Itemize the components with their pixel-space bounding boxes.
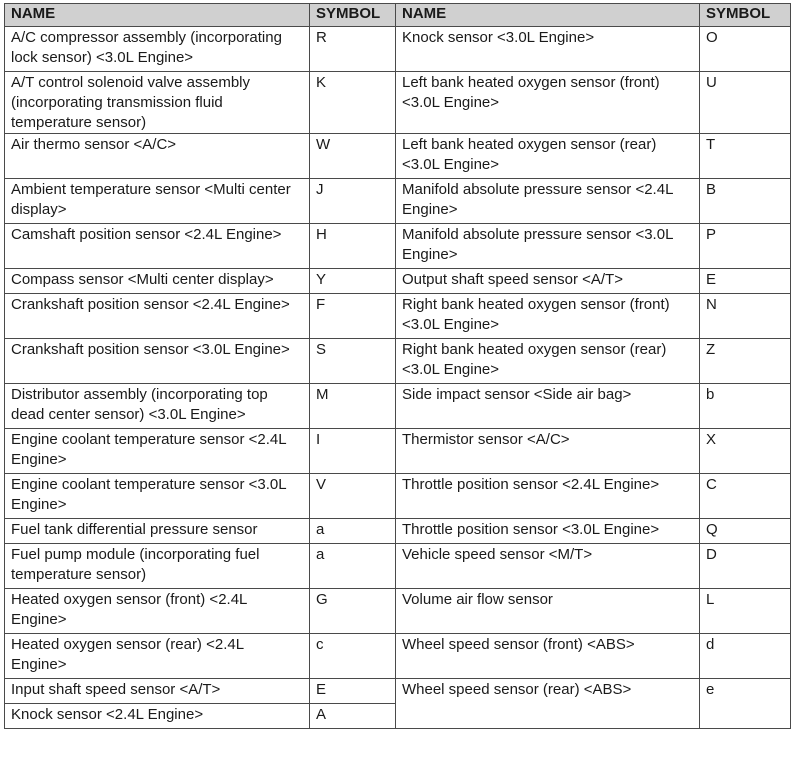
table-row bbox=[5, 339, 791, 384]
sensor-name-cell: Engine coolant temperature sensor <3.0L Engine> bbox=[5, 474, 310, 519]
sensor-symbol-cell: E bbox=[310, 679, 396, 704]
sensor-name-cell: Fuel tank differential pressure sensor bbox=[5, 519, 310, 544]
table-row bbox=[5, 474, 791, 519]
sensor-symbol-cell: b bbox=[700, 384, 791, 429]
sensor-symbol-cell: S bbox=[310, 339, 396, 384]
table-row bbox=[5, 224, 791, 269]
sensor-symbol-cell: A bbox=[310, 704, 396, 729]
sensor-symbol-cell: L bbox=[700, 589, 791, 634]
sensor-symbol-cell: d bbox=[700, 634, 791, 679]
sensor-symbol-cell: N bbox=[700, 294, 791, 339]
symbol-header-right: SYMBOL bbox=[700, 4, 791, 27]
table-row bbox=[5, 269, 791, 294]
sensor-name-cell: Distributor assembly (incorporating top dead center sensor) <3.0L Engine> bbox=[5, 384, 310, 429]
name-header-left: NAME bbox=[5, 4, 310, 27]
sensor-name-cell: Output shaft speed sensor <A/T> bbox=[396, 269, 700, 294]
sensor-symbol-cell: F bbox=[310, 294, 396, 339]
sensor-name-cell: Right bank heated oxygen sensor (front) <3.0L Engine> bbox=[396, 294, 700, 339]
sensor-symbol-cell: R bbox=[310, 27, 396, 72]
sensor-name-cell: Left bank heated oxygen sensor (rear) <3.0L Engine> bbox=[396, 134, 700, 179]
sensor-name-cell: Manifold absolute pressure sensor <3.0L Engine> bbox=[396, 224, 700, 269]
sensor-name-cell: Crankshaft position sensor <3.0L Engine> bbox=[5, 339, 310, 384]
sensor-name-cell: Crankshaft position sensor <2.4L Engine> bbox=[5, 294, 310, 339]
sensor-name-cell: Vehicle speed sensor <M/T> bbox=[396, 544, 700, 589]
sensor-name-cell: Throttle position sensor <3.0L Engine> bbox=[396, 519, 700, 544]
table-row bbox=[5, 72, 791, 134]
table-row bbox=[5, 429, 791, 474]
sensor-symbol-cell: V bbox=[310, 474, 396, 519]
table-body bbox=[5, 27, 791, 729]
sensor-symbol-cell: E bbox=[700, 269, 791, 294]
sensor-symbol-cell: M bbox=[310, 384, 396, 429]
name-header-right: NAME bbox=[396, 4, 700, 27]
sensor-name-cell: Ambient temperature sensor <Multi center display> bbox=[5, 179, 310, 224]
sensor-name-cell: Knock sensor <2.4L Engine> bbox=[5, 704, 310, 729]
sensor-name-cell: Volume air flow sensor bbox=[396, 589, 700, 634]
sensor-symbol-cell: c bbox=[310, 634, 396, 679]
sensor-symbol-cell: Q bbox=[700, 519, 791, 544]
sensor-name-cell: A/T control solenoid valve assembly (incorporating transmission fluid temperature sensor) bbox=[5, 72, 310, 134]
table-row bbox=[5, 679, 791, 704]
sensor-symbol-cell: Y bbox=[310, 269, 396, 294]
sensor-symbol-cell: I bbox=[310, 429, 396, 474]
sensor-name-cell: Left bank heated oxygen sensor (front) <3.0L Engine> bbox=[396, 72, 700, 134]
sensor-symbol-cell: a bbox=[310, 519, 396, 544]
table-row bbox=[5, 634, 791, 679]
sensor-symbol-cell: W bbox=[310, 134, 396, 179]
table-row bbox=[5, 589, 791, 634]
sensor-name-cell: Side impact sensor <Side air bag> bbox=[396, 384, 700, 429]
sensor-name-cell: Engine coolant temperature sensor <2.4L Engine> bbox=[5, 429, 310, 474]
sensor-name-cell: Fuel pump module (incorporating fuel temperature sensor) bbox=[5, 544, 310, 589]
sensor-name-cell: Wheel speed sensor (front) <ABS> bbox=[396, 634, 700, 679]
sensor-symbol-cell: J bbox=[310, 179, 396, 224]
sensor-symbol-cell: O bbox=[700, 27, 791, 72]
sensor-symbol-table bbox=[4, 3, 791, 729]
sensor-table-container bbox=[4, 3, 791, 729]
sensor-name-cell: Knock sensor <3.0L Engine> bbox=[396, 27, 700, 72]
sensor-name-cell: Right bank heated oxygen sensor (rear) <3.0L Engine> bbox=[396, 339, 700, 384]
sensor-symbol-cell: G bbox=[310, 589, 396, 634]
sensor-symbol-cell: C bbox=[700, 474, 791, 519]
table-row bbox=[5, 519, 791, 544]
table-row bbox=[5, 384, 791, 429]
sensor-name-cell: Manifold absolute pressure sensor <2.4L Engine> bbox=[396, 179, 700, 224]
sensor-symbol-cell: Z bbox=[700, 339, 791, 384]
sensor-symbol-cell: X bbox=[700, 429, 791, 474]
sensor-name-cell: Heated oxygen sensor (front) <2.4L Engine> bbox=[5, 589, 310, 634]
sensor-name-cell: Wheel speed sensor (rear) <ABS> bbox=[396, 679, 700, 729]
table-row bbox=[5, 27, 791, 72]
sensor-name-cell: Air thermo sensor <A/C> bbox=[5, 134, 310, 179]
sensor-name-cell: Compass sensor <Multi center display> bbox=[5, 269, 310, 294]
table-row bbox=[5, 544, 791, 589]
sensor-symbol-cell: U bbox=[700, 72, 791, 134]
table-row bbox=[5, 134, 791, 179]
sensor-name-cell: Heated oxygen sensor (rear) <2.4L Engine> bbox=[5, 634, 310, 679]
sensor-symbol-cell: H bbox=[310, 224, 396, 269]
sensor-symbol-cell: e bbox=[700, 679, 791, 729]
sensor-symbol-cell: T bbox=[700, 134, 791, 179]
sensor-name-cell: Thermistor sensor <A/C> bbox=[396, 429, 700, 474]
header-row bbox=[5, 4, 791, 27]
sensor-symbol-cell: B bbox=[700, 179, 791, 224]
table-row bbox=[5, 179, 791, 224]
table-row bbox=[5, 294, 791, 339]
sensor-name-cell: Input shaft speed sensor <A/T> bbox=[5, 679, 310, 704]
sensor-name-cell: Throttle position sensor <2.4L Engine> bbox=[396, 474, 700, 519]
sensor-symbol-cell: K bbox=[310, 72, 396, 134]
symbol-header-left: SYMBOL bbox=[310, 4, 396, 27]
sensor-symbol-cell: D bbox=[700, 544, 791, 589]
sensor-symbol-cell: P bbox=[700, 224, 791, 269]
sensor-name-cell: Camshaft position sensor <2.4L Engine> bbox=[5, 224, 310, 269]
sensor-name-cell: A/C compressor assembly (incorporating lock sensor) <3.0L Engine> bbox=[5, 27, 310, 72]
sensor-symbol-cell: a bbox=[310, 544, 396, 589]
